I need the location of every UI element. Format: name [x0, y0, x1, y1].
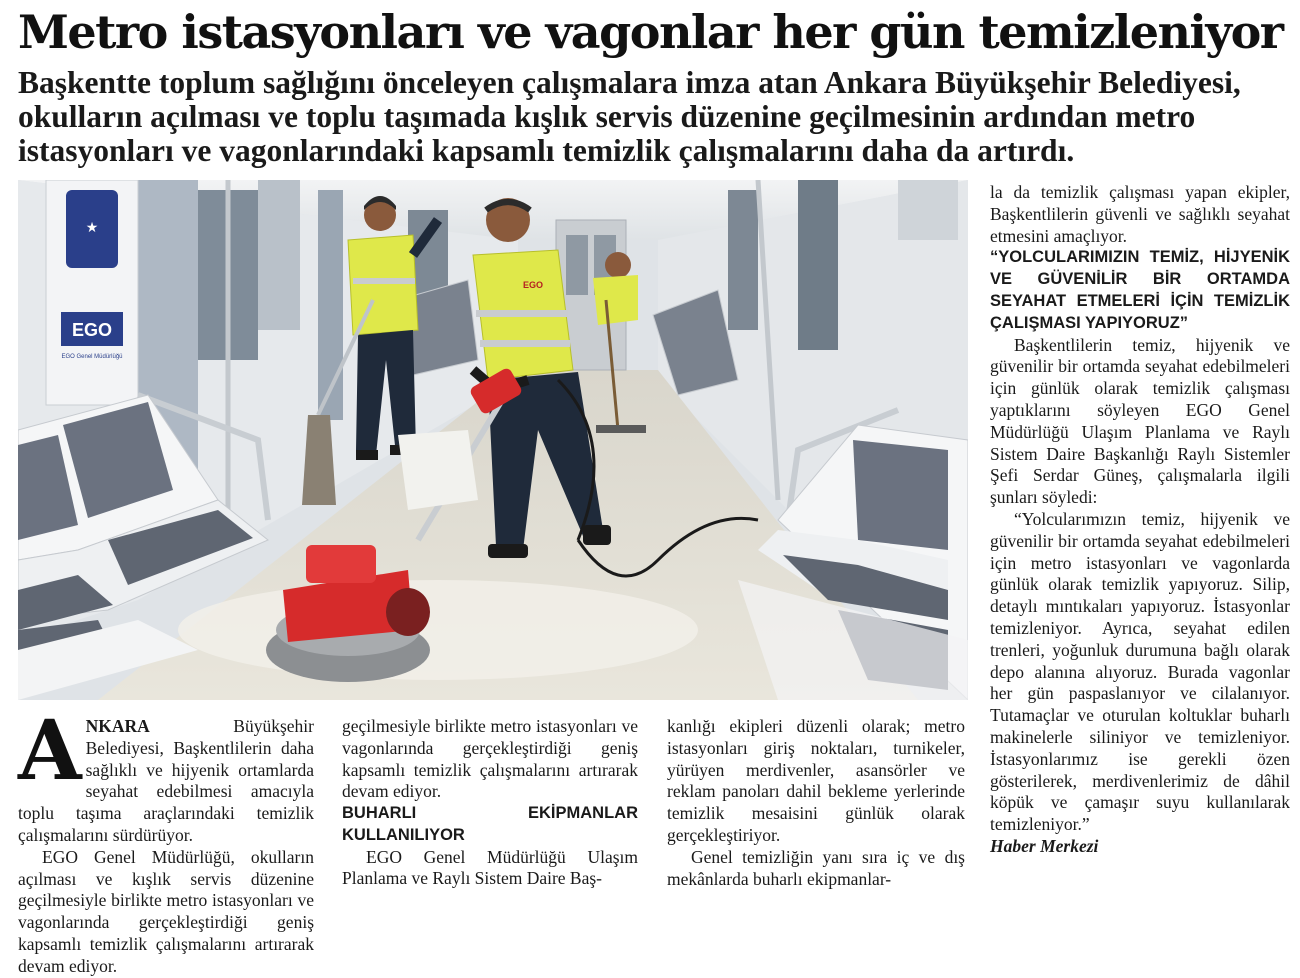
body-column-3	[667, 716, 965, 890]
paragraph-3: EGO Genel Müdürlüğü Ulaşım Planlama ve Raylı Sistem Daire Baş-	[342, 846, 638, 889]
paragraph-3-full	[0, 0, 1, 1]
article-photo	[18, 180, 968, 700]
window-right	[798, 180, 838, 350]
paragraph-2-continued: geçilmesiyle birlikte metro istasyonları ve vagonlarında gerçekleştirdiği geniş kapsamlı temizlik çalışmalarını artırarak devam ediyor.	[342, 716, 638, 802]
foam	[178, 580, 698, 680]
paragraph-4: Genel temizliğin yanı sıra iç ve dış mekânlarda buharlı ekipmanlar-	[667, 846, 965, 889]
subhead-quote: “YOLCULARIMIZIN TEMİZ, HİJYENİK VE GÜVENİLİR BİR ORTAMDA SEYAHAT ETMELERİ İÇİN TEMİZLİK ÇALIŞMASI YAPIYORUZ”	[990, 248, 1290, 332]
lead-word: NKARA	[85, 716, 150, 736]
poster-subtitle: EGO Genel Müdürlüğü	[61, 354, 123, 360]
paragraph-5: Başkentlilerin temiz, hijyenik ve güvenilir bir ortamda seyahat edebilmeleri için günlük olarak temizlik çalışması yaptıklarını söyleyen EGO Genel Müdürlüğü Ulaşım Planlama ve Raylı Sistem Daire Başkanlığı Raylı Sistemler Şefi Serdar Güneş, çalışmalarla ilgili şunları söyledi:	[990, 334, 1290, 508]
body-column-4	[990, 182, 1290, 858]
paragraph-3-continued: kanlığı ekipleri düzenli olarak; metro istasyonları giriş noktaları, turnikeler, yürüyen merdivenler, asansörler ve reklam panoları dahil bekleme yerlerinde temizlik mesaisini günlük olarak gerçekleştiriyor.	[667, 716, 965, 845]
drop-cap: A	[18, 703, 82, 799]
paragraph-4-full	[0, 0, 1, 1]
paragraph-4-continued: la da temizlik çalışması yapan ekipler, Başkentlilerin güvenli ve sağlıklı seyahat etmesini amaçlıyor.	[990, 182, 1290, 246]
body-column-1	[18, 703, 314, 978]
metro-cleaning-illustration	[18, 180, 968, 700]
vest-logo: EGO	[522, 280, 544, 290]
deck-summary: Başkentte toplum sağlığını önceleyen çalışmalara imza atan Ankara Büyükşehir Belediyesi, okulların açılması ve toplu taşımada kışlık servis düzenine geçilmesinin ardından metro istasyonları ve vagonlarındaki kapsamlı temizlik çalışmalarını daha da artırdı.	[18, 65, 1241, 168]
body-column-2	[342, 716, 638, 890]
subhead-steam-equipment: BUHARLI EKİPMANLAR KULLANILIYOR	[342, 804, 638, 844]
poster-logo: EGO	[71, 320, 113, 340]
paragraph-6-quote: “Yolcularımızın temiz, hijyenik ve güvenilir bir ortamda seyahat edebilmeleri için metro istasyonları ve vagonlarda günlük olarak temizlik yapıyoruz. Silip, detaylı mıntıkaları yapıyoruz. İstasyonlar temizleniyor. Ayrıca, seyahat edilen trenleri, yoğunluk durumuna bağlı olarak depo alanına alıyoruz. Burada vagonlar her gün paspaslanıyor ve cilalanıyor. Tutamaçlar ve oturulan koltuklar buharlı makinelerle siliniyor ve temizleniyor. İstasyonlarımız ise gerekli özen gösterilerek, merdivenlerimiz de dâhil köpük ve çamaşır suyu kullanılarak temizleniyor.”	[990, 508, 1290, 835]
paragraph-2: EGO Genel Müdürlüğü, okulların açılması ve kışlık servis düzenine geçilmesiyle birlikte metro istasyonları ve vagonlarında gerçekleştirdiği geniş kapsamlı temizlik çalışmalarını artırarak devam ediyor.	[18, 846, 314, 976]
lead-paragraph	[18, 703, 314, 847]
svg-text:★: ★	[85, 219, 99, 235]
byline: Haber Merkezi	[990, 835, 1099, 856]
paragraph-1: Büyükşehir Belediyesi, Başkentlilerin daha sağlıklı ve hijyenik ortamlarda seyahat edebilmesi amacıyla toplu taşıma araçlarındaki temizlik çalışmalarını sürdürüyor.	[18, 716, 314, 845]
headline: Metro istasyonları ve vagonlar her gün temizleniyor	[18, 5, 1283, 59]
